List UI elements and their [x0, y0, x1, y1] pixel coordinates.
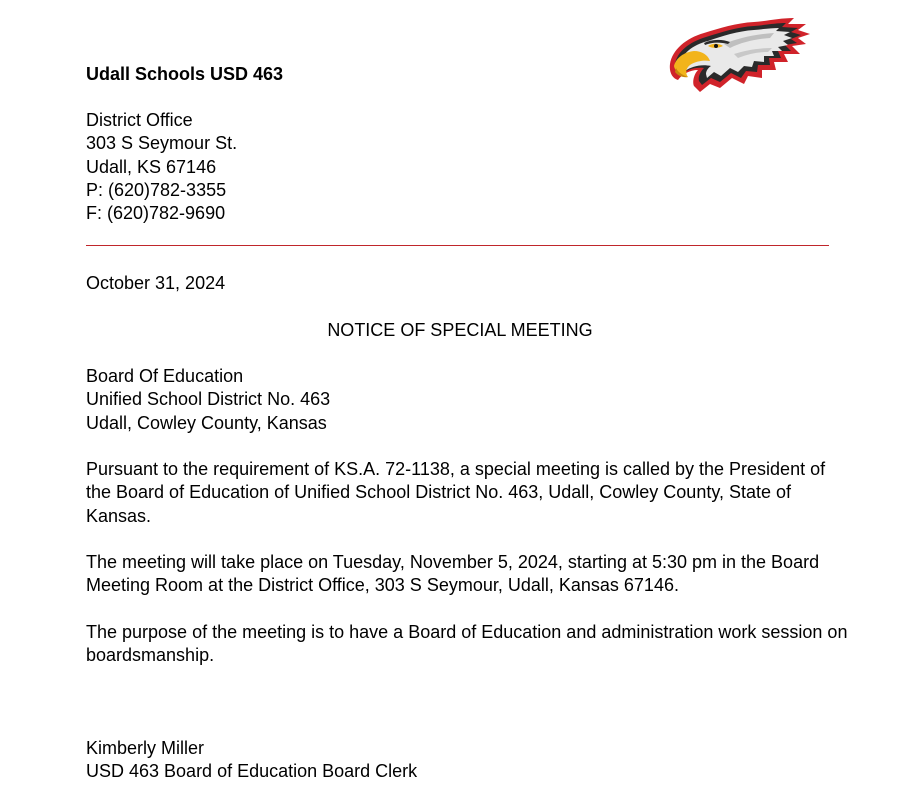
paragraph-line: Kansas.: [86, 505, 152, 526]
paragraph-line: Meeting Room at the District Office, 303 S Seymour, Udall, Kansas 67146.: [86, 575, 679, 596]
phone-number: P: (620)782-3355: [86, 179, 227, 200]
fax-number: F: (620)782-9690: [86, 203, 226, 224]
office-name: District Office: [86, 110, 193, 130]
letter-date: [86, 272, 225, 295]
signer-title: USD 463 Board of Education Board Clerk: [86, 761, 418, 782]
paragraph-line: Pursuant to the requirement of KS.A. 72-1138, a special meeting is called by the President of: [86, 459, 826, 479]
school-name-text: Udall Schools USD 463: [86, 64, 284, 84]
paragraph-line: boardsmanship.: [86, 645, 215, 666]
addressee-line-3: Udall, Cowley County, Kansas: [86, 412, 327, 433]
addressee-line-1: Board Of Education: [86, 366, 244, 386]
addressee-line-2: Unified School District No. 463: [86, 389, 331, 410]
street-address: 303 S Seymour St.: [86, 133, 238, 154]
date-text: October 31, 2024: [86, 273, 226, 293]
paragraph-line: The purpose of the meeting is to have a Board of Education and administration work session on: [86, 622, 848, 642]
paragraph-purpose: [86, 621, 848, 668]
paragraph-requirement: [86, 458, 836, 528]
notice-title: NOTICE OF SPECIAL MEETING: [327, 320, 593, 340]
district-address: [86, 109, 237, 225]
city-state-zip: Udall, KS 67146: [86, 156, 217, 177]
paragraph-line: The meeting will take place on Tuesday, November 5, 2024, starting at 5:30 pm in the Board: [86, 552, 820, 572]
addressee: [86, 365, 330, 435]
header-divider: [86, 245, 829, 246]
school-name: [86, 63, 283, 86]
paragraph-line: the Board of Education of Unified School District No. 463, Udall, Cowley County, State of: [86, 482, 792, 503]
eagle-head-icon: [664, 14, 812, 94]
signer-name: Kimberly Miller: [86, 738, 205, 758]
paragraph-meeting-details: [86, 551, 836, 598]
signature-block: [86, 737, 417, 784]
